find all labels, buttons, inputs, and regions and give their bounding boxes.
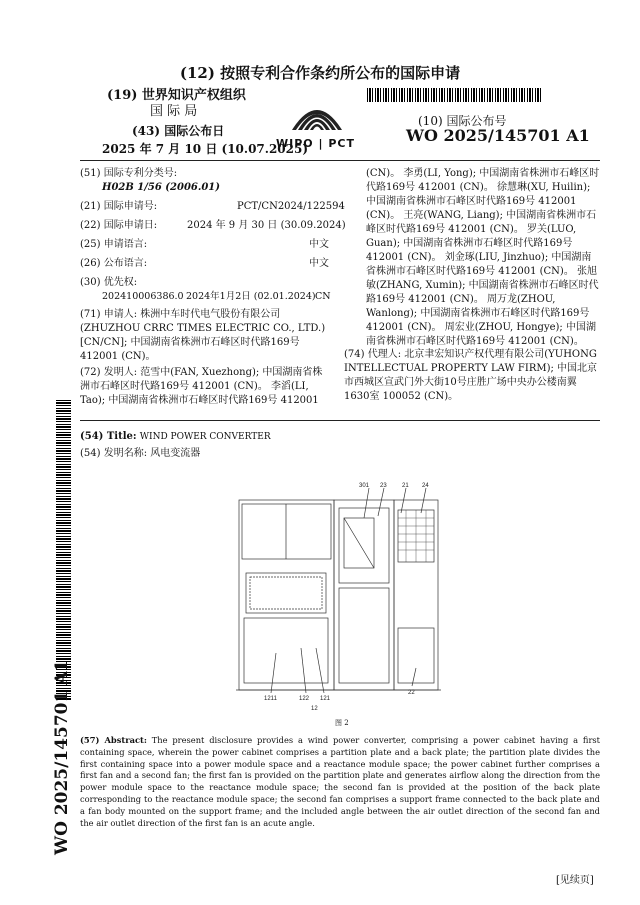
field-22-label: (22) 国际申请日: [80, 220, 158, 231]
pubdate-value: 2025 年 7 月 10 日 (10.07.2025) [102, 142, 309, 156]
callout-121: 121 [320, 696, 331, 702]
pubno-label: (10) 国际公布号 [418, 114, 507, 128]
abstract [80, 735, 600, 829]
field-71-text: 株洲中车时代电气股份有限公司(ZHUZHOU CRRC TIMES ELECTRIC CO., LTD.) [CN/CN]; 中国湖南省株洲市石峰区时代路169号 412001 (CN)。 [80, 309, 326, 362]
organization-name: (19) 世界知识产权组织 [107, 88, 246, 103]
field-25-value: 中文 [309, 239, 329, 250]
field-26 [80, 257, 330, 271]
continue-note: [见续页] [556, 875, 594, 886]
callout-23: 23 [380, 483, 387, 489]
figure-drawing [236, 478, 441, 718]
callout-24: 24 [422, 483, 429, 489]
fields-separator [80, 420, 600, 421]
inventors-continued: (CN)。 李勇(LI, Yong); 中国湖南省株洲市石峰区时代路169号 412001 (CN)。 徐慧琳(XU, Huilin); 中国湖南省株洲市石峰区时代路169号 412001 (CN)。 王亮(WANG, Liang); 中国湖南省株洲市石峰区时代路169号 412001 (CN)。 罗关(LUO, Guan); 中国湖南省株洲市石峰区时代路169号 412001 (CN)。 刘金琢(LIU, Jinzhuo); 中国湖南省株洲市石峰区时代路169号 412001 (CN)。 张旭敏(ZHANG, Xumin); 中国湖南省株洲市石峰区时代路169号 412001 (CN)。 周万龙(ZHOU, Wanlong); 中国湖南省株洲市石峰区时代路169号 412001 (CN)。 周宏业(ZHOU, Hongye); 中国湖南省株洲市石峰区时代路169号 412001 (CN)。 [366, 168, 600, 347]
figure-2-svg [236, 478, 441, 718]
title-english [80, 430, 271, 444]
callout-301: 301 [359, 483, 370, 489]
field-30-number: 202410006386.0 [102, 291, 184, 302]
top-barcode [367, 88, 542, 102]
field-72-text: 范雪中(FAN, Xuezhong); 中国湖南省株洲市石峰区时代路169号 412001 (CN)。 李滔(LI, Tao); 中国湖南省株洲市石峰区时代路169号 412001 [80, 367, 323, 406]
vertical-pubno: WO 2025/145701 A1 [52, 659, 72, 855]
field-51-value: H02B 1/56 (2006.01) [102, 182, 220, 193]
field-30-country: CN [315, 291, 331, 302]
callout-122: 122 [299, 696, 310, 702]
field-71 [80, 308, 330, 364]
field-25 [80, 238, 330, 252]
field-72-label: (72) 发明人: [80, 367, 138, 378]
field-26-value: 中文 [309, 258, 329, 269]
title-english-value: WIND POWER CONVERTER [139, 432, 271, 442]
callout-21: 21 [402, 483, 409, 489]
field-51 [80, 167, 330, 195]
field-22-value: 2024 年 9 月 30 日 (30.09.2024) [187, 220, 346, 231]
abstract-text: The present disclosure provides a wind power converter, comprising a power cabinet having a first containing space, wherein the power cabinet comprises a partition plate and a back plate; the partition plate divides the first containing space into a power module space and a reactance module space; the power cabinet further comprises a first fan and a second fan; the first fan is provided on the partition plate and generates airflow along the direction from the power module space to the reactance module space; the second fan is provided at the position of the back plate corresponding to the reactance module space; the second fan comprises a support frame connected to the back plate and a fan body mounted on the support frame; and the included angle between the air outlet direction of the second fan and the air outlet direction of the first fan is an acute angle. [80, 735, 600, 828]
field-74 [344, 348, 600, 404]
wipo-pct-text: WIPO | PCT [276, 137, 355, 150]
field-30-label: (30) 优先权: [80, 277, 138, 288]
callout-1211: 1211 [264, 696, 277, 702]
field-30 [80, 276, 330, 290]
abstract-label: (57) Abstract: [80, 735, 147, 745]
document-title: (12) 按照专利合作条约所公布的国际申请 [179, 64, 461, 82]
callout-22: 22 [408, 690, 415, 696]
figure-caption: 图 2 [335, 719, 349, 727]
header-separator [80, 160, 600, 161]
field-30-date: 2024年1月2日 (02.01.2024) [186, 291, 316, 302]
organization-sub: 国 际 局 [150, 104, 198, 119]
side-barcode [56, 400, 71, 700]
title-chinese-label: (54) 发明名称: [80, 448, 148, 459]
pubdate-label: (43) 国际公布日 [132, 124, 225, 138]
field-74-label: (74) 代理人: [344, 349, 402, 360]
pubno-value: WO 2025/145701 A1 [406, 126, 590, 145]
field-72 [80, 366, 330, 408]
title-english-label: (54) Title: [80, 431, 137, 442]
field-21-value: PCT/CN2024/122594 [237, 201, 345, 212]
field-22 [80, 219, 346, 233]
field-74-text: 北京聿宏知识产权代理有限公司(YUHONG INTELLECTUAL PROPERTY LAW FIRM); 中国北京市西城区宣武门外大街10号庄胜广场中央办公楼南翼1630室 100052 (CN)。 [344, 349, 598, 402]
field-21-label: (21) 国际申请号: [80, 201, 158, 212]
vertical-pubno-wrap [52, 659, 72, 855]
field-71-label: (71) 申请人: [80, 309, 138, 320]
field-51-label: (51) 国际专利分类号: [80, 168, 178, 179]
field-25-label: (25) 申请语言: [80, 239, 148, 250]
field-26-label: (26) 公布语言: [80, 258, 148, 269]
title-chinese-value: 风电变流器 [150, 448, 201, 459]
title-chinese [80, 447, 200, 461]
callout-12: 12 [311, 706, 318, 712]
field-21 [80, 200, 345, 214]
